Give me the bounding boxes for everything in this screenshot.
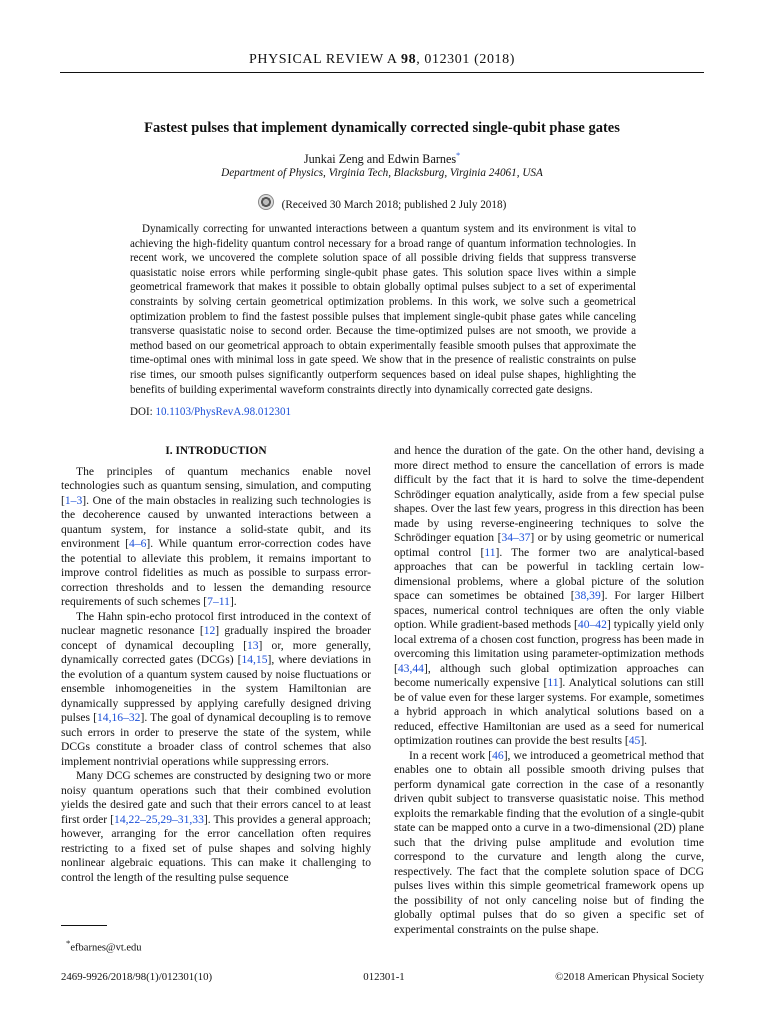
citation-link[interactable]: 38,39 xyxy=(574,589,601,602)
doi-line xyxy=(130,406,291,418)
body-paragraph: Many DCG schemes are constructed by designing two or more noisy quantum operations such that their combined evolution yields the desired gate and such that their errors cancel to at least first order [14,22–25,29–31,33]. This provides a general approach; however, arranging for the error cancellation often requires restricting to a fixed set of pulse shapes and solving highly nonlinear algebraic equations. This can make it challenging to control the length of the resulting pulse sequence xyxy=(61,769,372,884)
paper-title: Fastest pulses that implement dynamically corrected single-qubit phase gates xyxy=(144,120,620,136)
body-paragraph: The Hahn spin-echo protocol first introduced in the context of nuclear magnetic resonance [12] gradually inspired the broader concept of dynamical decoupling [13] or, more generally, dynamically corrected gates (DCGs) [14,15], where deviations in the evolution of a quantum system caused by noise fluctuations or ensemble inhomogeneities in the system Hamiltonian are dynamically suppressed by applying carefully designed driving pulses [14,16–32]. The goal of dynamical decoupling is to remove such errors in order to preserve the state of the system, while DCGs constitute a broader class of control schemes that also implement nontrivial operations while suppressing errors. xyxy=(61,609,372,768)
doi-link[interactable]: 10.1103/PhysRevA.98.012301 xyxy=(155,406,292,418)
body-paragraph: and hence the duration of the gate. On the other hand, devising a more direct method to ensure the cancellation of errors is made difficult by the fact that it is hard to solve the time-dependent Schrödinger equation analytically, aside from a few special pulse shapes. Over the last few years, progress in this direction has been made by using reverse-engineering techniques to solve the Schrödinger equation [34–37] or by using geometric or numerical optimal control [11]. The former two are analytical-based approaches that can be powerful in tackling certain low-dimensional problems, where a global picture of the solution space can sometimes be obtained [38,39]. For larger Hilbert spaces, numerical control techniques are often the only viable option. While gradient-based methods [40–42] typically yield only local extrema of a chosen cost function, progress has been made in overcoming this limitation using parameter-optimization methods [43,44], although such global optimization approaches can become numerically expensive [11]. Analytical solutions can still be of value even for these larger systems. For example, sometimes a hybrid approach in which analytical solutions based on a reduced, effective Hamiltonian are used as a seed for numerical optimization routines can provide the best results [45]. xyxy=(394,444,705,747)
right-paragraphs xyxy=(394,444,704,937)
citation-link[interactable]: 12 xyxy=(203,624,216,637)
author-names: Junkai Zeng and Edwin Barnes xyxy=(303,152,457,167)
citation-link[interactable]: 14,22–25,29–31,33 xyxy=(114,812,204,826)
crossmark-icon[interactable] xyxy=(258,194,274,210)
section-heading: I. INTRODUCTION xyxy=(165,445,267,457)
footnote-mark: * xyxy=(66,938,71,948)
citation-link[interactable]: 1–3 xyxy=(64,493,83,507)
citation-link[interactable]: 7–11 xyxy=(207,595,230,608)
citation-link[interactable]: 40–42 xyxy=(577,618,607,631)
received-dates: (Received 30 March 2018; published 2 July 2018) xyxy=(281,199,507,211)
footer-issn: 2469-9926/2018/98(1)/012301(10) xyxy=(61,971,213,983)
body-paragraph: The principles of quantum mechanics enable novel technologies such as quantum sensing, simulation, and computing [1–3]. One of the main obstacles in realizing such technologies is the decoherence caused by unwanted interactions between a quantum system, for instance a solid-state qubit, and its environment [4–6]. While quantum error-correction codes have the potential to alleviate this problem, it remains important to improve control fidelities as much as possible to surpass error-correction thresholds and to lessen the demanding resource requirements of such schemes [7–11]. xyxy=(61,464,372,608)
doi-label: DOI: xyxy=(130,406,156,418)
left-paragraphs xyxy=(61,465,371,886)
citation-link[interactable]: 4–6 xyxy=(129,537,147,550)
footnote xyxy=(66,938,142,954)
footer-copyright: ©2018 American Physical Society xyxy=(555,971,704,983)
footnote-email[interactable]: efbarnes@vt.edu xyxy=(70,942,142,954)
abstract-text: Dynamically correcting for unwanted interactions between a quantum system and its environment is vital to achieving the high-fidelity quantum control necessary for a broad range of quantum information technologies. In recent work, we uncovered the complete solution space of all possible driving fields that suppress transverse quasistatic noise errors while performing single-qubit phase gates. This solution space lives within a simple geometrical framework that makes it possible to obtain globally optimal pulses subject to a set of experimental constraints by solving certain geometrical optimization problems. In this work, we solve such a geometrical optimization problem to find the fastest possible pulses that implement single-qubit phase gates while canceling transverse quasistatic noise to second order. Because the time-optimized pulses are not smooth, we provide a method based on our geometrical approach to obtain experimentally feasible smooth pulses that approximate the time-optimal ones with minimal loss in gate speed. We show that in the presence of realistic constraints on pulse rise times, our smooth pulses significantly outperform sequences based on ideal pulse shapes, highlighting the benefits of building experimental waveform constraints directly into dynamically corrected gate designs. xyxy=(130,223,636,396)
abstract xyxy=(130,222,636,397)
footer-page-number: 012301-1 xyxy=(363,971,405,983)
citation-link[interactable]: 46 xyxy=(492,748,504,762)
citation-link[interactable]: 43,44 xyxy=(397,661,424,675)
author-footnote-link[interactable]: * xyxy=(456,151,461,160)
journal-article: , 012301 (2018) xyxy=(416,52,516,67)
citation-link[interactable]: 14,16–32 xyxy=(96,711,141,724)
left-column xyxy=(61,444,371,885)
header-rule xyxy=(60,72,704,73)
right-column xyxy=(394,444,704,937)
body-paragraph: In a recent work [46], we introduced a geometrical method that enables one to obtain all possible smooth driving pulses that perform dynamical gate correction in the case of a resonantly driven qubit subject to transverse quasistatic noise. This method exploits the remarkable finding that the evolution of a single-qubit state can be mapped onto a curve in a two-dimensional (2D) plane such that the driving pulse amplitude and evolution time correspond to the curvature and length along the curve, respectively. The fact that the complete solution space of DCG pulses lives within this simple geometrical framework opens up the possibility of not only canceling noise but of finding the globally optimal pulses that do so given a specific set of experimental constraints on the pulse shape. xyxy=(394,748,704,936)
journal-name: PHYSICAL REVIEW A xyxy=(248,52,397,67)
citation-link[interactable]: 11 xyxy=(484,545,496,559)
footnote-rule xyxy=(61,925,107,926)
journal-header xyxy=(60,52,704,68)
citation-link[interactable]: 34–37 xyxy=(501,531,531,544)
affiliation: Department of Physics, Virginia Tech, Blacksburg, Virginia 24061, USA xyxy=(221,167,543,179)
citation-link[interactable]: 45 xyxy=(628,734,641,747)
received-line xyxy=(60,194,704,211)
journal-volume: 98 xyxy=(400,52,417,67)
citation-link[interactable]: 13 xyxy=(246,638,259,652)
citation-link[interactable]: 14,15 xyxy=(241,653,268,666)
citation-link[interactable]: 11 xyxy=(547,676,559,689)
authors xyxy=(60,151,704,167)
